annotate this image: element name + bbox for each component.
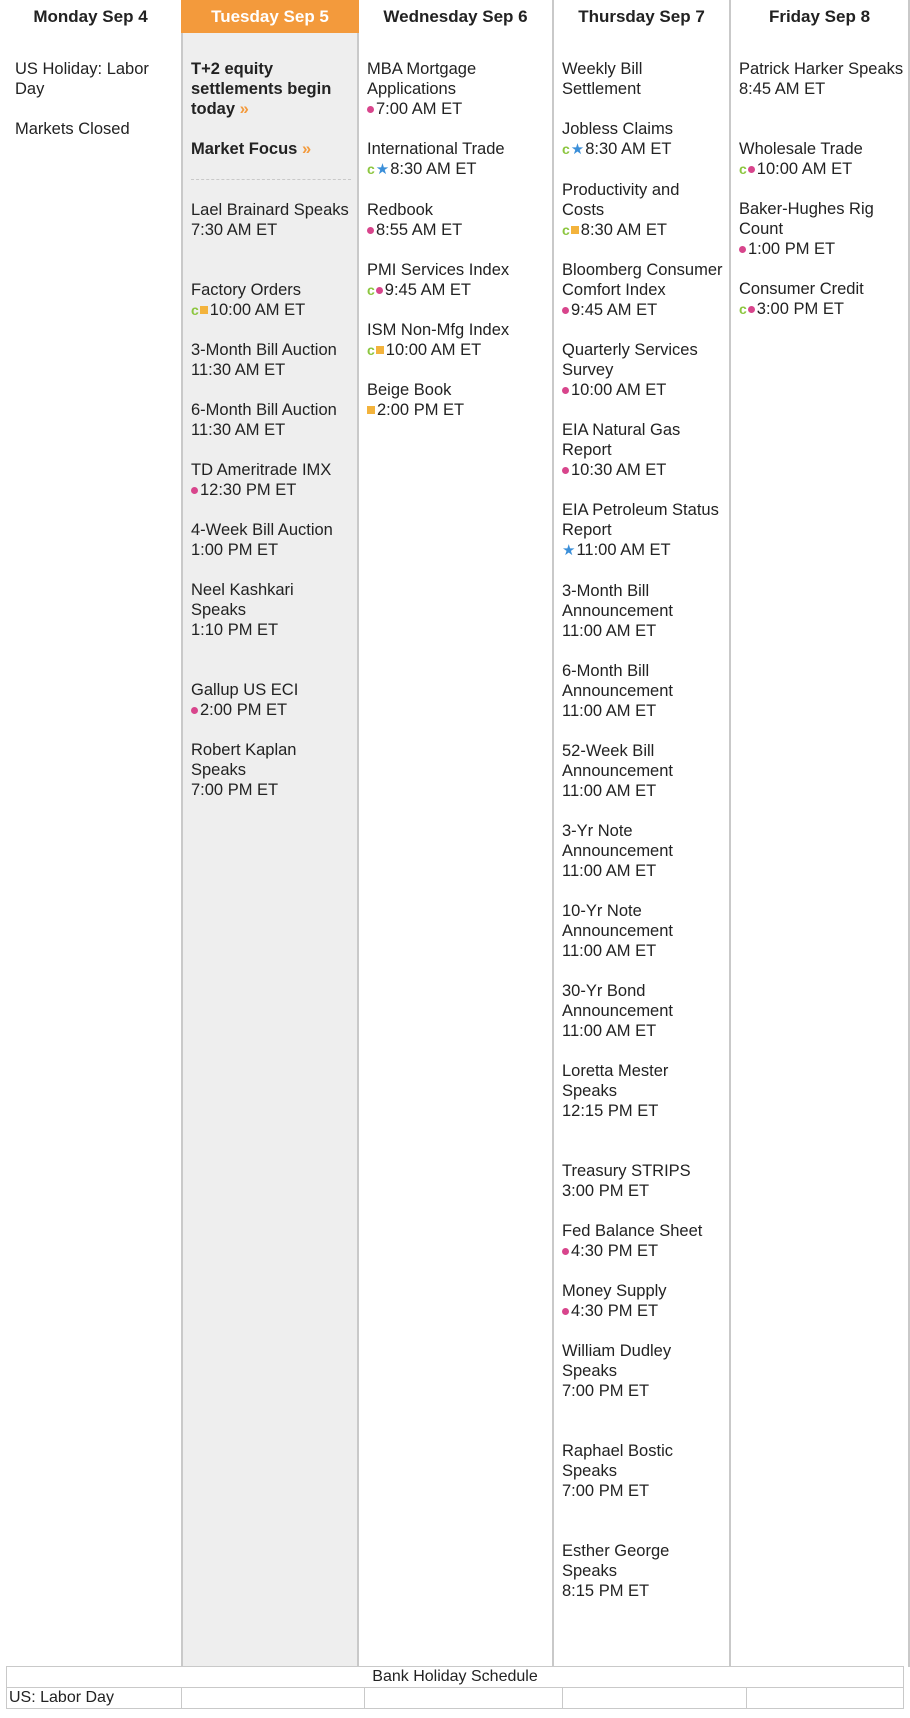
event-name: Beige Book [367, 381, 452, 399]
calendar-event[interactable] [562, 1441, 725, 1501]
event-time: 7:00 PM ET [562, 1482, 650, 1500]
day-events [183, 33, 357, 800]
event-time: 8:30 AM ET [585, 140, 672, 158]
event-name: 3-Month Bill Auction [191, 341, 337, 359]
consensus-icon: c [739, 161, 747, 177]
calendar-event[interactable] [367, 59, 548, 119]
orange-square-icon [367, 406, 375, 414]
calendar-event[interactable] [562, 59, 725, 99]
event-name: 10-Yr Note Announcement [562, 902, 673, 940]
day-header: Friday Sep 8 [768, 7, 871, 26]
event-time-row [367, 99, 548, 119]
event-time: 3:00 PM ET [562, 1182, 650, 1200]
double-arrow-icon: » [239, 100, 249, 118]
pink-dot-icon [562, 307, 569, 314]
orange-square-icon [200, 306, 208, 314]
calendar-event[interactable] [562, 741, 725, 801]
event-name: Weekly Bill Settlement [562, 60, 643, 98]
calendar-event[interactable] [562, 340, 725, 400]
calendar-event[interactable] [562, 901, 725, 961]
event-time: 11:00 AM ET [562, 862, 657, 880]
pink-dot-icon [739, 246, 746, 253]
event-time: 2:00 PM ET [377, 401, 465, 419]
event-time-row [562, 621, 725, 641]
calendar-event[interactable] [367, 260, 548, 300]
event-name: Factory Orders [191, 281, 302, 299]
event-time: 11:00 AM ET [562, 782, 657, 800]
event-name: Jobless Claims [562, 120, 673, 138]
bank-holiday-schedule [6, 1666, 904, 1709]
event-time: 11:00 AM ET [562, 942, 657, 960]
event-time: 7:00 AM ET [376, 100, 463, 118]
calendar-event[interactable] [15, 59, 173, 99]
event-time-row [367, 400, 548, 420]
calendar-event[interactable] [191, 680, 351, 720]
event-time: 3:00 PM ET [756, 300, 844, 318]
event-name: Markets Closed [15, 120, 130, 138]
calendar-event[interactable] [562, 1281, 725, 1321]
event-time: 12:15 PM ET [562, 1102, 659, 1120]
day-column-monday [0, 0, 181, 1667]
calendar-event[interactable] [739, 59, 904, 99]
event-name: US Holiday: Labor Day [15, 60, 149, 98]
event-time-row [562, 1181, 725, 1201]
event-time-row [191, 420, 351, 440]
calendar-event[interactable] [367, 320, 548, 360]
orange-square-icon [571, 226, 579, 234]
calendar-event[interactable] [562, 260, 725, 320]
bank-holiday-cell [182, 1688, 365, 1709]
day-events [359, 33, 552, 420]
event-name: Baker-Hughes Rig Count [739, 200, 874, 238]
event-name: Treasury STRIPS [562, 1162, 691, 1180]
calendar-event[interactable] [562, 1541, 725, 1601]
event-time-row [562, 300, 725, 320]
day-events [554, 33, 729, 1601]
event-time-row [191, 220, 351, 240]
calendar-event[interactable] [191, 740, 351, 800]
event-time-row [562, 1101, 725, 1121]
event-time: 11:00 AM ET [562, 702, 657, 720]
event-time-row [562, 941, 725, 961]
calendar-event[interactable] [191, 200, 351, 240]
event-name: 3-Month Bill Announcement [562, 582, 673, 620]
event-time-row [367, 280, 548, 300]
event-time-row [367, 159, 548, 180]
bank-holiday-title: Bank Holiday Schedule [7, 1667, 904, 1688]
calendar-event[interactable] [191, 580, 351, 640]
event-name: ISM Non-Mfg Index [367, 321, 510, 339]
event-name: Lael Brainard Speaks [191, 201, 349, 219]
pink-dot-icon [191, 487, 198, 494]
calendar-event[interactable] [739, 199, 904, 259]
pink-dot-icon [748, 166, 755, 173]
consensus-icon: c [562, 141, 570, 157]
bank-holiday-cell [365, 1688, 563, 1709]
calendar-event[interactable] [562, 1341, 725, 1401]
event-name: 4-Week Bill Auction [191, 521, 333, 539]
event-time-row [562, 861, 725, 881]
bank-holiday-cell [747, 1688, 904, 1709]
bank-holiday-cell [563, 1688, 747, 1709]
pink-dot-icon [367, 106, 374, 113]
calendar-event[interactable] [367, 200, 548, 240]
calendar-event[interactable] [562, 821, 725, 881]
event-time-row [562, 139, 725, 160]
calendar-event[interactable] [191, 340, 351, 380]
event-time-row [191, 300, 351, 320]
event-name: Esther George Speaks [562, 1542, 670, 1580]
event-time-row [739, 239, 904, 259]
consensus-icon: c [191, 302, 199, 318]
event-name: EIA Petroleum Status Report [562, 501, 719, 539]
calendar-event[interactable] [562, 981, 725, 1041]
event-time-row [562, 1241, 725, 1261]
event-time: 8:15 PM ET [562, 1582, 650, 1600]
event-name: Quarterly Services Survey [562, 341, 698, 379]
event-time-row [191, 360, 351, 380]
calendar-event[interactable] [562, 500, 725, 561]
event-time: 8:55 AM ET [376, 221, 463, 239]
highlight-link-t2[interactable] [191, 59, 351, 119]
event-name: Bloomberg Consumer Comfort Index [562, 261, 723, 299]
event-name: Patrick Harker Speaks [739, 60, 904, 78]
calendar-event[interactable] [191, 460, 351, 500]
calendar-event[interactable] [562, 1161, 725, 1201]
pink-dot-icon [562, 387, 569, 394]
event-time-row [191, 480, 351, 500]
event-time-row [562, 781, 725, 801]
blue-star-icon: ★ [570, 141, 585, 158]
event-time-row [191, 700, 351, 720]
calendar-event[interactable] [191, 400, 351, 440]
event-time: 8:30 AM ET [580, 221, 668, 239]
day-column-friday [731, 0, 910, 1667]
event-time: 4:30 PM ET [571, 1242, 659, 1260]
pink-dot-icon [562, 467, 569, 474]
event-name: TD Ameritrade IMX [191, 461, 332, 479]
event-time: 10:30 AM ET [571, 461, 667, 479]
event-time-row [562, 220, 725, 240]
event-time-row [562, 1581, 725, 1601]
pink-dot-icon [562, 1248, 569, 1255]
day-column-wednesday [359, 0, 552, 1667]
event-time: 1:10 PM ET [191, 621, 279, 639]
event-time: 11:30 AM ET [191, 361, 286, 379]
day-column-tuesday [181, 0, 359, 1667]
event-name: William Dudley Speaks [562, 1342, 672, 1380]
calendar-event[interactable] [562, 661, 725, 721]
pink-dot-icon [191, 707, 198, 714]
consensus-icon: c [739, 301, 747, 317]
event-time-row [562, 1381, 725, 1401]
consensus-icon: c [562, 222, 570, 238]
event-time-row [562, 540, 725, 561]
event-name: Robert Kaplan Speaks [191, 741, 297, 779]
event-time-row [562, 1301, 725, 1321]
event-name: 6-Month Bill Auction [191, 401, 337, 419]
event-time-row [562, 380, 725, 400]
calendar-event[interactable] [562, 1221, 725, 1261]
event-time: 4:30 PM ET [571, 1302, 659, 1320]
highlight-label: T+2 equity settlements begin today [191, 60, 332, 118]
day-column-thursday [552, 0, 731, 1667]
event-time: 10:00 AM ET [385, 341, 482, 359]
event-name: Money Supply [562, 1282, 667, 1300]
event-time: 11:30 AM ET [191, 421, 286, 439]
event-time: 12:30 PM ET [200, 481, 297, 499]
day-header: Monday Sep 4 [33, 7, 148, 26]
event-name: PMI Services Index [367, 261, 510, 279]
calendar-event[interactable] [191, 280, 351, 320]
calendar-event[interactable] [562, 180, 725, 240]
highlight-label: Market Focus [191, 140, 298, 158]
event-time-row [367, 340, 548, 360]
calendar-event[interactable] [562, 581, 725, 641]
event-time-row [562, 1021, 725, 1041]
event-time: 10:00 AM ET [209, 301, 306, 319]
day-events [731, 33, 908, 319]
dashed-divider [191, 179, 351, 180]
event-time: 10:00 AM ET [571, 381, 667, 399]
calendar-event[interactable] [562, 1061, 725, 1121]
event-time: 9:45 AM ET [571, 301, 658, 319]
event-name: Wholesale Trade [739, 140, 863, 158]
day-header-today: Tuesday Sep 5 [181, 0, 359, 33]
event-time: 7:00 PM ET [191, 781, 279, 799]
pink-dot-icon [562, 1308, 569, 1315]
event-time: 11:00 AM ET [562, 1022, 657, 1040]
event-name: 52-Week Bill Announcement [562, 742, 673, 780]
event-time: 8:45 AM ET [739, 80, 826, 98]
pink-dot-icon [367, 227, 374, 234]
event-time-row [739, 79, 904, 99]
pink-dot-icon [748, 306, 755, 313]
event-name: 6-Month Bill Announcement [562, 662, 673, 700]
event-time: 7:00 PM ET [562, 1382, 650, 1400]
orange-square-icon [376, 346, 384, 354]
consensus-icon: c [367, 282, 375, 298]
blue-star-icon: ★ [562, 542, 576, 559]
pink-dot-icon [376, 287, 383, 294]
event-time-row [739, 159, 904, 179]
calendar-event[interactable] [367, 139, 548, 180]
event-name: Gallup US ECI [191, 681, 299, 699]
event-name: EIA Natural Gas Report [562, 421, 681, 459]
day-header: Thursday Sep 7 [578, 7, 705, 26]
calendar-event[interactable] [739, 139, 904, 179]
event-name: MBA Mortgage Applications [367, 60, 477, 98]
calendar-event[interactable] [191, 520, 351, 560]
event-time-row [367, 220, 548, 240]
day-events [0, 33, 181, 139]
event-time: 1:00 PM ET [748, 240, 836, 258]
event-time-row [191, 620, 351, 640]
event-time: 10:00 AM ET [756, 160, 853, 178]
event-time: 11:00 AM ET [576, 541, 671, 559]
event-name: 3-Yr Note Announcement [562, 822, 673, 860]
consensus-icon: c [367, 342, 375, 358]
event-name: Loretta Mester Speaks [562, 1062, 669, 1100]
event-time: 11:00 AM ET [562, 622, 657, 640]
event-time: 2:00 PM ET [200, 701, 288, 719]
event-name: 30-Yr Bond Announcement [562, 982, 673, 1020]
event-name: Productivity and Costs [562, 181, 680, 219]
calendar-event[interactable] [739, 279, 904, 319]
day-header: Wednesday Sep 6 [383, 7, 528, 26]
event-name: Consumer Credit [739, 280, 864, 298]
event-name: International Trade [367, 140, 505, 158]
event-time-row [562, 701, 725, 721]
bank-holiday-cell: US: Labor Day [7, 1688, 182, 1709]
event-time-row [562, 1481, 725, 1501]
event-time-row [191, 540, 351, 560]
event-time-row [562, 460, 725, 480]
blue-star-icon: ★ [375, 161, 390, 178]
event-name: Redbook [367, 201, 434, 219]
double-arrow-icon: » [301, 140, 312, 158]
event-name: Neel Kashkari Speaks [191, 581, 294, 619]
event-name: Fed Balance Sheet [562, 1222, 703, 1240]
calendar-event[interactable] [562, 119, 725, 160]
highlight-link-market-focus[interactable] [191, 139, 351, 159]
calendar-event[interactable] [15, 119, 173, 139]
consensus-icon: c [367, 161, 375, 177]
event-time: 7:30 AM ET [191, 221, 278, 239]
event-time: 9:45 AM ET [384, 281, 472, 299]
event-time: 8:30 AM ET [390, 160, 477, 178]
event-time: 1:00 PM ET [191, 541, 279, 559]
event-name: Raphael Bostic Speaks [562, 1442, 673, 1480]
event-time-row [739, 299, 904, 319]
calendar-event[interactable] [367, 380, 548, 420]
calendar-event[interactable] [562, 420, 725, 480]
event-time-row [191, 780, 351, 800]
